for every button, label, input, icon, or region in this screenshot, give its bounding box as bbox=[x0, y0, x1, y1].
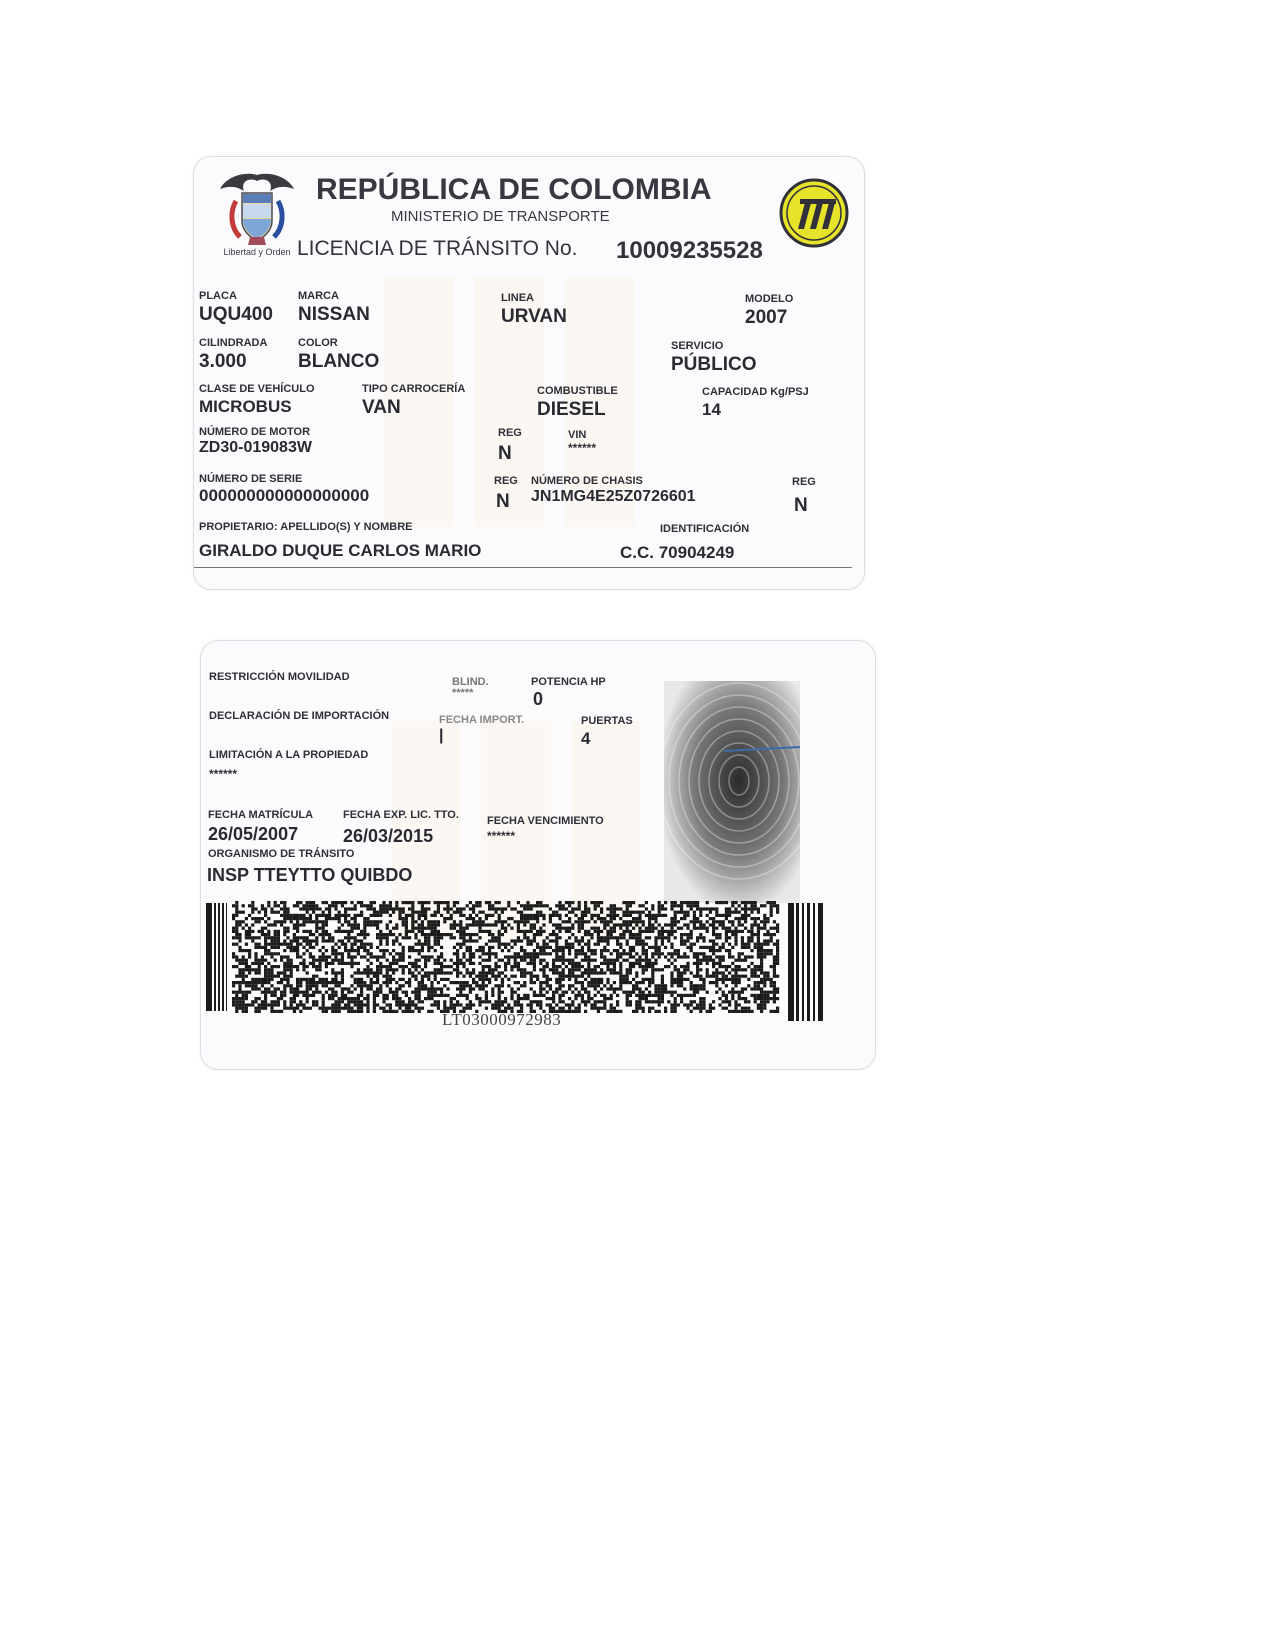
fecha-matricula-value: 26/05/2007 bbox=[208, 824, 299, 844]
reg-serie-value: N bbox=[496, 491, 510, 512]
motor-label: NÚMERO DE MOTOR bbox=[199, 426, 311, 438]
reg-motor-label: REG bbox=[498, 427, 522, 439]
declaracion-label: DECLARACIÓN DE IMPORTACIÓN bbox=[209, 710, 390, 722]
license-title: LICENCIA DE TRÁNSITO No. bbox=[297, 237, 578, 260]
barcode-number: LT03000972983 bbox=[442, 1010, 562, 1029]
placa-value: UQU400 bbox=[199, 304, 273, 325]
placa-label: PLACA bbox=[199, 290, 237, 302]
chasis-value: JN1MG4E25Z0726601 bbox=[531, 488, 696, 505]
organismo-value: INSP TTEYTTO QUIBDO bbox=[207, 865, 413, 885]
combustible-value: DIESEL bbox=[537, 399, 606, 420]
modelo-value: 2007 bbox=[745, 307, 788, 328]
reg-chasis-value: N bbox=[794, 495, 808, 516]
serie-label: NÚMERO DE SERIE bbox=[199, 473, 303, 485]
clase-value: MICROBUS bbox=[199, 397, 292, 416]
identificacion-value: C.C. 70904249 bbox=[620, 543, 735, 562]
license-number: 10009235528 bbox=[616, 237, 763, 264]
propietario-label: PROPIETARIO: APELLIDO(S) Y NOMBRE bbox=[199, 521, 413, 533]
reg-serie-label: REG bbox=[494, 475, 518, 487]
linea-value: URVAN bbox=[501, 306, 567, 327]
cilindrada-value: 3.000 bbox=[199, 351, 247, 372]
vin-label: VIN bbox=[568, 429, 587, 441]
license-card-front bbox=[193, 156, 865, 590]
organismo-label: ORGANISMO DE TRÁNSITO bbox=[208, 848, 355, 860]
servicio-value: PÚBLICO bbox=[671, 354, 757, 375]
modelo-label: MODELO bbox=[745, 293, 794, 305]
motor-value: ZD30-019083W bbox=[199, 439, 312, 456]
fecha-exp-label: FECHA EXP. LIC. TTO. bbox=[343, 809, 459, 821]
license-card-back bbox=[200, 640, 876, 1070]
linea-label: LINEA bbox=[501, 292, 534, 304]
fecha-exp-value: 26/03/2015 bbox=[343, 826, 434, 846]
pdf417-barcode-icon bbox=[206, 901, 828, 1029]
color-value: BLANCO bbox=[298, 351, 380, 372]
fingerprint-icon bbox=[664, 681, 800, 903]
potencia-label: POTENCIA HP bbox=[531, 676, 606, 688]
clase-label: CLASE DE VEHÍCULO bbox=[199, 383, 315, 395]
mt-ministry-logo-icon bbox=[778, 177, 850, 249]
carroceria-value: VAN bbox=[362, 397, 401, 418]
vin-value: ****** bbox=[568, 441, 597, 455]
chasis-label: NÚMERO DE CHASIS bbox=[531, 475, 643, 487]
blindaje-value: ***** bbox=[452, 687, 474, 699]
fecha-matricula-label: FECHA MATRÍCULA bbox=[208, 809, 314, 821]
puertas-value: 4 bbox=[581, 729, 591, 748]
serie-value: 000000000000000000 bbox=[199, 486, 370, 505]
marca-value: NISSAN bbox=[298, 304, 370, 325]
fecha-import-label: FECHA IMPORT. bbox=[439, 714, 525, 726]
limitacion-label: LIMITACIÓN A LA PROPIEDAD bbox=[209, 749, 369, 761]
cilindrada-label: CILINDRADA bbox=[199, 337, 268, 349]
identificacion-label: IDENTIFICACIÓN bbox=[660, 523, 750, 535]
fecha-import-value: | bbox=[439, 727, 444, 744]
capacidad-label: CAPACIDAD Kg/PSJ bbox=[702, 386, 809, 398]
propietario-value: GIRALDO DUQUE CARLOS MARIO bbox=[199, 541, 482, 560]
color-label: COLOR bbox=[298, 337, 338, 349]
capacidad-value: 14 bbox=[702, 400, 721, 419]
combustible-label: COMBUSTIBLE bbox=[537, 385, 618, 397]
puertas-label: PUERTAS bbox=[581, 715, 633, 727]
reg-chasis-label: REG bbox=[792, 476, 816, 488]
fecha-venc-value: ****** bbox=[487, 829, 516, 843]
ministry-title: MINISTERIO DE TRANSPORTE bbox=[391, 208, 610, 225]
coat-of-arms-motto: Libertad y Orden bbox=[223, 247, 291, 257]
country-title: REPÚBLICA DE COLOMBIA bbox=[316, 173, 712, 206]
fecha-venc-label: FECHA VENCIMIENTO bbox=[487, 815, 604, 827]
blindaje-label: BLIND. bbox=[452, 676, 489, 688]
potencia-value: 0 bbox=[533, 689, 544, 709]
reg-motor-value: N bbox=[498, 443, 512, 464]
marca-label: MARCA bbox=[298, 290, 339, 302]
servicio-label: SERVICIO bbox=[671, 340, 724, 352]
limitacion-value: ****** bbox=[209, 767, 238, 781]
carroceria-label: TIPO CARROCERÍA bbox=[362, 383, 466, 395]
restriccion-label: RESTRICCIÓN MOVILIDAD bbox=[209, 671, 350, 683]
colombia-coat-of-arms-icon bbox=[214, 171, 300, 259]
bottom-rule bbox=[194, 567, 852, 568]
